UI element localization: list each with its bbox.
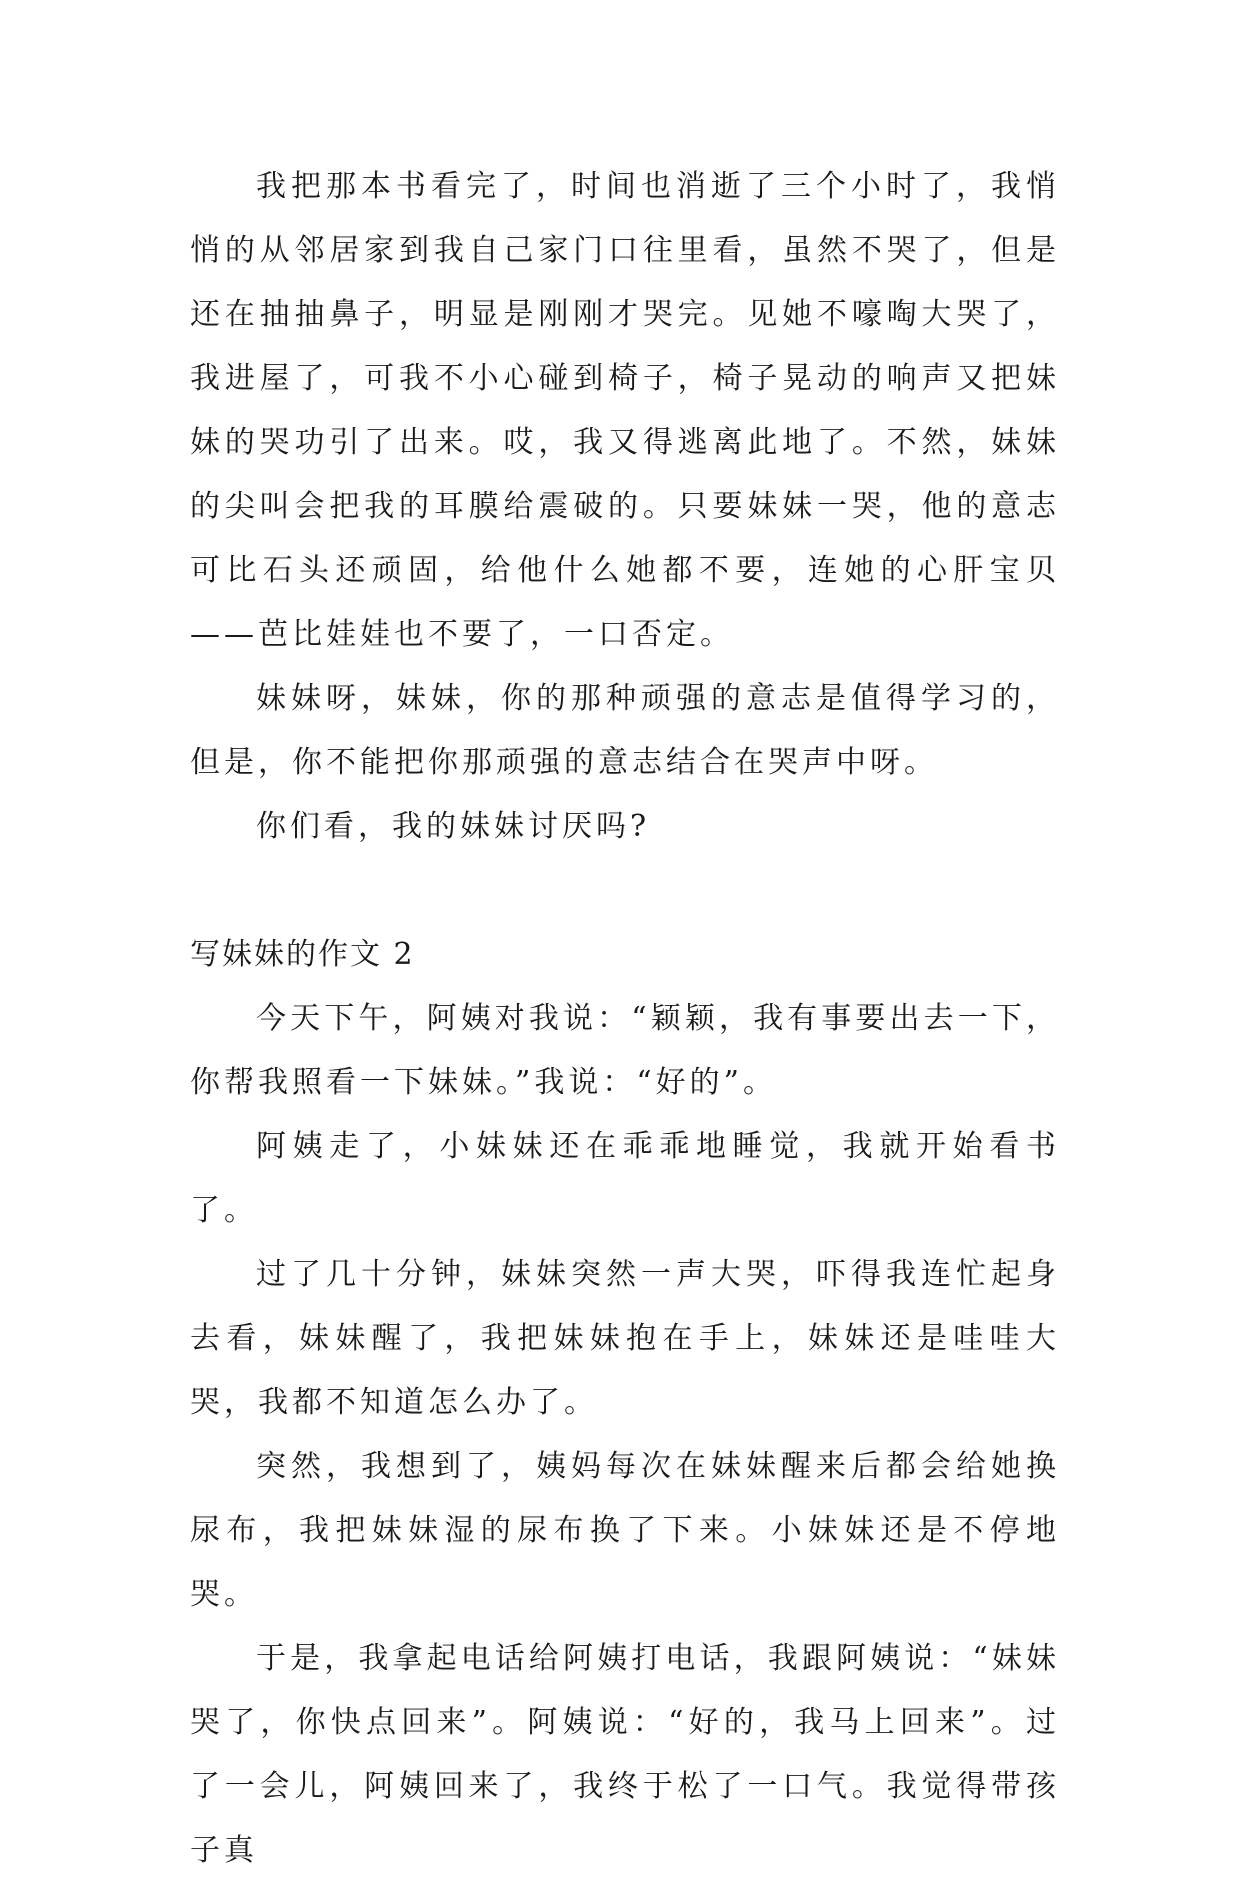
paragraph-reading: 阿姨走了，小妹妹还在乖乖地睡觉，我就开始看书了。 [190,1129,1060,1228]
section-heading: 写妹妹的作文 2 [190,937,415,972]
paragraph-sister-cries: 过了几十分钟，妹妹突然一声大哭，吓得我连忙起身去看，妹妹醒了，我把妹妹抱在手上，妹妹还是哇哇大哭，我都不知道怎么办了。 [190,1257,1060,1420]
paragraph-sister-will: 妹妹呀，妹妹，你的那种顽强的意志是值得学习的，但是，你不能把你那顽强的意志结合在哭声中呀。 [190,681,1060,780]
paragraph-question: 你们看，我的妹妹讨厌吗? [256,809,651,844]
paragraph-auntie-leaves: 今天下午，阿姨对我说：“颖颖，我有事要出去一下，你帮我照看一下妹妹。”我说：“好的”。 [190,1001,1060,1100]
paragraph-phone-call: 于是，我拿起电话给阿姨打电话，我跟阿姨说：“妹妹哭了，你快点回来”。阿姨说：“好的，我马上回来”。过了一会儿，阿姨回来了，我终于松了一口气。我觉得带孩子真 [190,1641,1060,1868]
document-body [190,155,1060,1883]
paragraph-diaper: 突然，我想到了，姨妈每次在妹妹醒来后都会给她换尿布，我把妹妹湿的尿布换了下来。小妹妹还是不停地哭。 [190,1449,1060,1612]
paragraph-book-finished: 我把那本书看完了，时间也消逝了三个小时了，我悄悄的从邻居家到我自己家门口往里看，虽然不哭了，但是还在抽抽鼻子，明显是刚刚才哭完。见她不嚎啕大哭了，我进屋了，可我不小心碰到椅子，椅子晃动的响声又把妹妹的哭功引了出来。哎，我又得逃离此地了。不然，妹妹的尖叫会把我的耳膜给震破的。只要妹妹一哭，他的意志可比石头还顽固，给他什么她都不要，连她的心肝宝贝——芭比娃娃也不要了，一口否定。 [190,169,1060,652]
